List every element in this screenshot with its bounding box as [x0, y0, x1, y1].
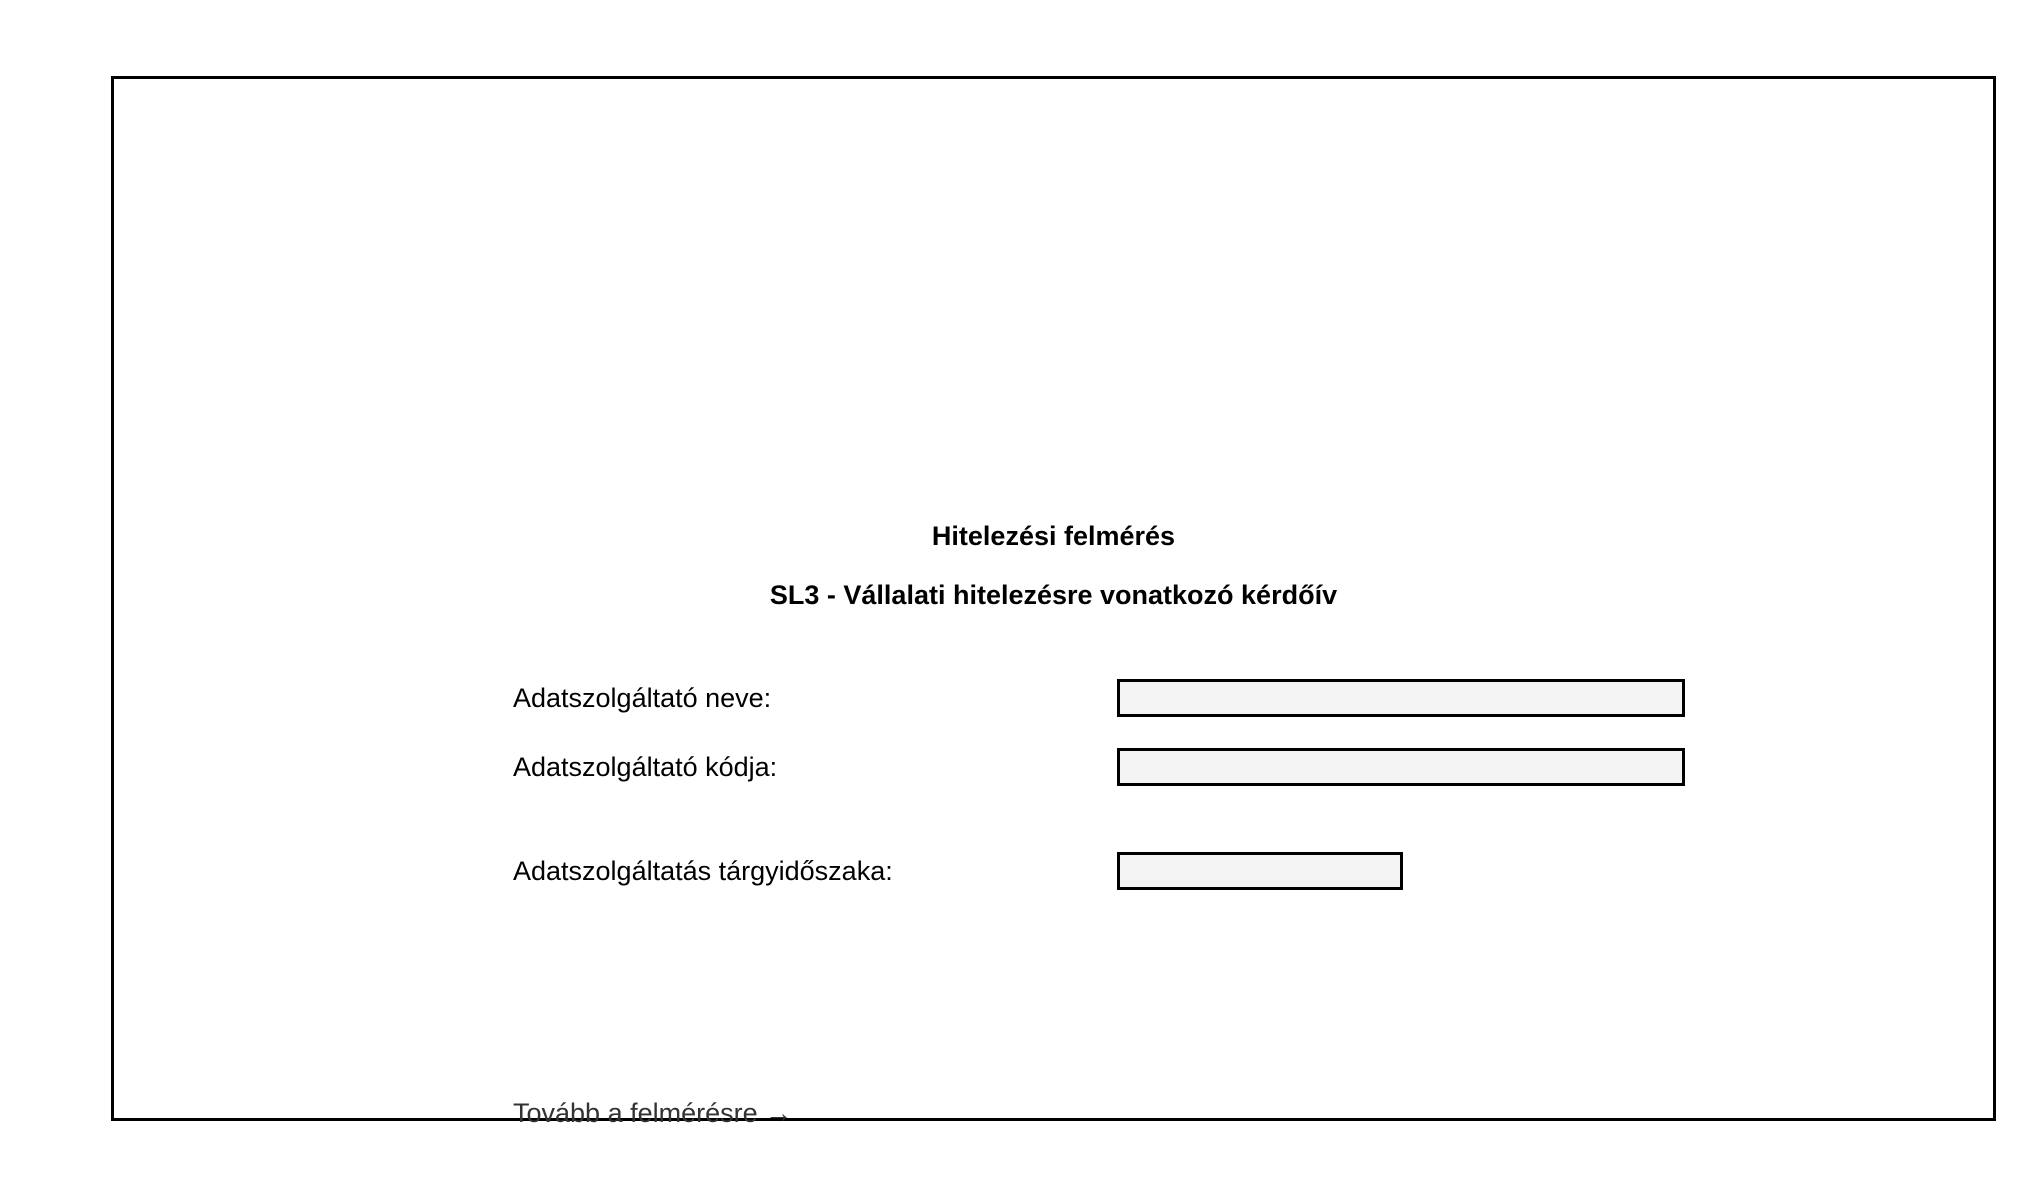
page-subtitle: SL3 - Vállalati hitelezésre vonatkozó kérdőív — [769, 580, 1338, 610]
survey-frame — [111, 76, 1996, 1128]
continue-to-survey-link[interactable]: Tovább a felmérésre → — [513, 1098, 793, 1128]
provider-name-label: Adatszolgáltató neve: — [513, 683, 772, 713]
reporting-period-label: Adatszolgáltatás tárgyidőszaka: — [513, 856, 893, 886]
provider-name-input[interactable] — [1117, 679, 1685, 717]
provider-code-label: Adatszolgáltató kódja: — [513, 752, 778, 782]
provider-code-input[interactable] — [1117, 748, 1685, 786]
page-title: Hitelezési felmérés — [931, 521, 1176, 551]
reporting-period-input[interactable] — [1117, 852, 1403, 890]
